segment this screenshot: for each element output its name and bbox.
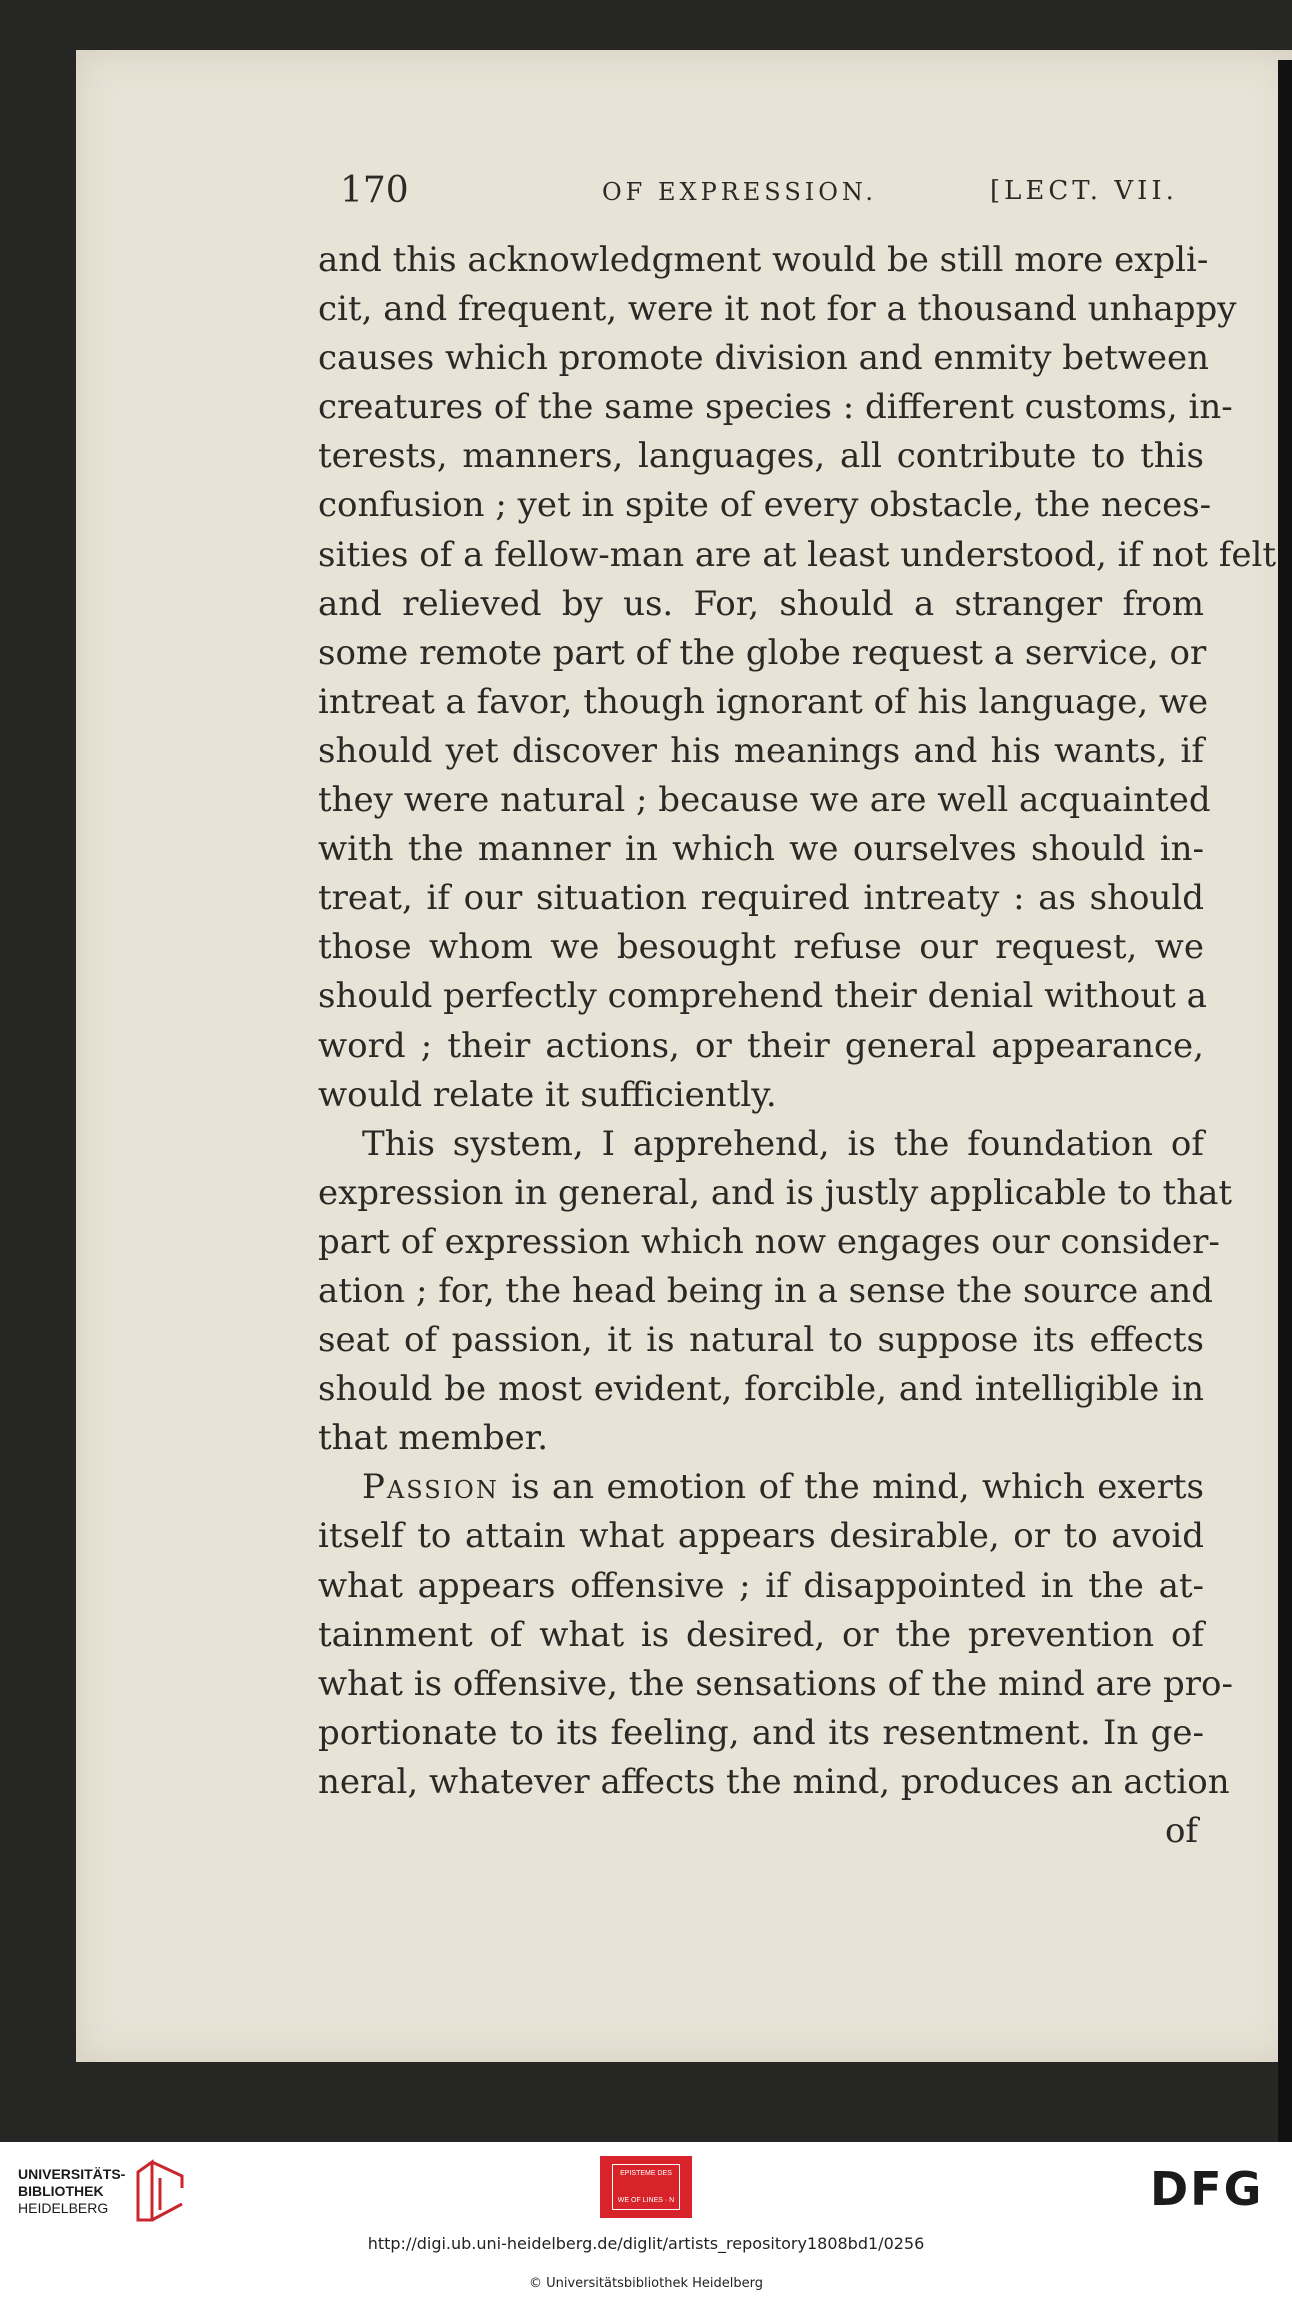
text-line: creatures of the same species : different customs, in-	[318, 387, 1233, 428]
text-line: that member.	[318, 1418, 549, 1459]
text-line: treat, if our situation required intreaty : as should	[318, 878, 1204, 919]
page-edge-shadow	[1278, 60, 1292, 2142]
text-line-rest: is an emotion of the mind, which exerts	[511, 1467, 1205, 1508]
text-line: what is offensive, the sensations of the mind are pro-	[318, 1663, 1233, 1704]
text-line: part of expression which now engages our consider-	[318, 1221, 1220, 1262]
text-line: should be most evident, forcible, and intelligible in	[318, 1369, 1204, 1410]
text-line: those whom we besought refuse our request, we	[318, 927, 1204, 968]
text-line: should perfectly comprehend their denial without a	[318, 976, 1207, 1017]
text-line: intreat a favor, though ignorant of his language, we	[318, 681, 1209, 722]
library-name-line: BIBLIOTHEK	[18, 2183, 104, 2199]
text-line: they were natural ; because we are well acquainted	[318, 780, 1211, 821]
text-line: ation ; for, the head being in a sense the source and	[318, 1270, 1213, 1311]
text-line: cit, and frequent, were it not for a thousand unhappy	[318, 289, 1237, 330]
paragraph-2	[318, 1120, 1233, 1464]
catchword: of	[1164, 1811, 1198, 1851]
body-text	[318, 236, 1276, 1856]
episteme-logo[interactable]	[600, 2156, 692, 2218]
text-line: terests, manners, languages, all contribute to this	[318, 436, 1204, 477]
text-line: word ; their actions, or their general appearance,	[318, 1025, 1204, 1066]
running-lecture: [LECT. VII.	[990, 176, 1178, 206]
text-line: confusion ; yet in spite of every obstacle, the neces-	[318, 485, 1212, 526]
episteme-logo-text: WE OF LINES · N	[617, 2197, 675, 2204]
library-name	[18, 2166, 125, 2217]
page-number: 170	[340, 170, 409, 211]
text-line: with the manner in which we ourselves should in-	[318, 829, 1204, 870]
dfg-logo[interactable]: DFG	[1150, 2162, 1264, 2216]
text-line: some remote part of the globe request a service, or	[318, 632, 1207, 673]
copyright-notice: © Universitätsbibliothek Heidelberg	[528, 2276, 763, 2291]
text-line: seat of passion, it is natural to suppose its effects	[318, 1320, 1204, 1361]
paragraph-3	[318, 1463, 1233, 1807]
text-line: itself to attain what appears desirable, or to avoid	[318, 1516, 1204, 1557]
text-line: neral, whatever affects the mind, produces an action	[318, 1761, 1230, 1802]
text-line: what appears offensive ; if disappointed in the at-	[318, 1565, 1204, 1606]
running-title: OF EXPRESSION.	[602, 178, 878, 206]
university-library-logo[interactable]	[18, 2158, 198, 2228]
library-name-line: UNIVERSITÄTS-	[18, 2166, 126, 2182]
text-line: causes which promote division and enmity between	[318, 338, 1210, 379]
text-line: would relate it sufficiently.	[318, 1074, 777, 1115]
episteme-logo-frame	[612, 2164, 680, 2210]
text-line: sities of a fellow-man are at least understood, if not felt	[318, 534, 1276, 575]
text-line: and relieved by us. For, should a stranger from	[318, 583, 1204, 624]
permalink-url[interactable]: http://digi.ub.uni-heidelberg.de/diglit/artists_repository1808bd1/0256	[367, 2234, 925, 2253]
episteme-logo-text: EPISTEME DES	[620, 2170, 672, 2177]
text-line: This system, I apprehend, is the foundation of	[362, 1123, 1204, 1164]
text-line: should yet discover his meanings and his wants, if	[318, 730, 1204, 771]
small-caps-lead: Passion	[362, 1467, 499, 1508]
paragraph-1	[318, 236, 1276, 1120]
text-line: expression in general, and is justly applicable to that	[318, 1172, 1233, 1213]
text-line: and this acknowledgment would be still more expli-	[318, 240, 1209, 280]
library-mark-icon	[130, 2158, 190, 2228]
text-line	[318, 1463, 1204, 1512]
library-name-line: HEIDELBERG	[18, 2200, 109, 2216]
text-line: tainment of what is desired, or the prevention of	[318, 1614, 1204, 1655]
text-line: portionate to its feeling, and its resentment. In ge-	[318, 1712, 1204, 1753]
running-header	[340, 170, 1220, 210]
viewer-footer	[0, 2142, 1292, 2302]
